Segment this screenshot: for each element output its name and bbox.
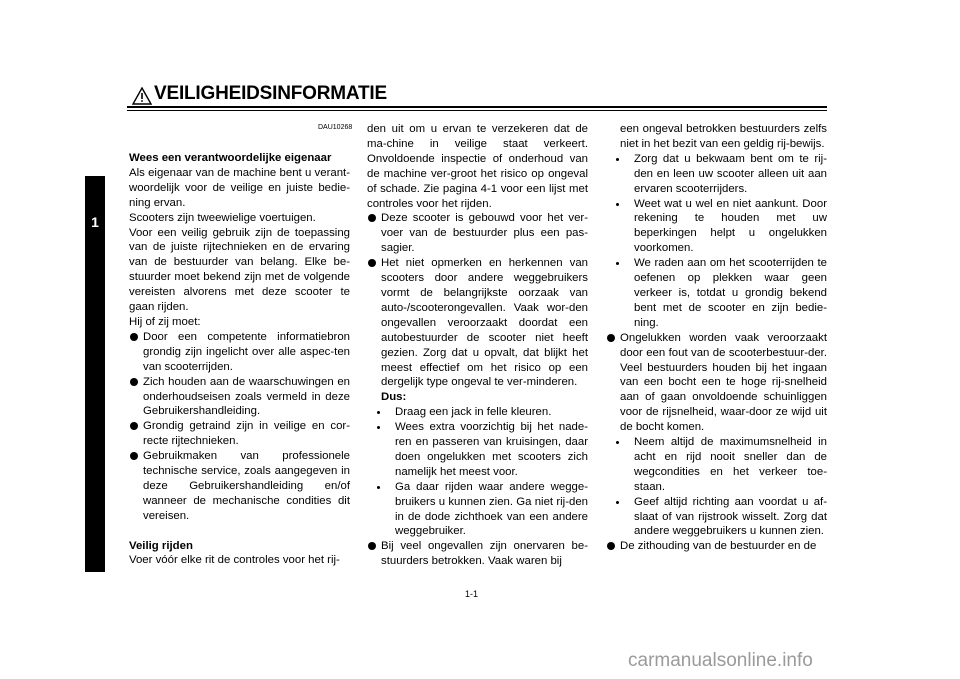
sub-bullet-item: Zorg dat u bekwaam bent om te rij-den en leen uw scooter alleen uit aan ervaren scooterrijders.: [606, 152, 827, 197]
column-1: [129, 151, 350, 568]
chapter-number: 1: [91, 214, 99, 230]
sub-bullet-item: Ga daar rijden waar andere wegge-bruikers u kunnen zien. Ga niet rij-den in de dode zichthoek van een andere weggebruiker.: [367, 480, 588, 540]
subheading-dus: Dus:: [381, 391, 407, 404]
chapter-tab: [85, 176, 105, 572]
paragraph: den uit om u ervan te verzekeren dat de ma-chine in veilige staat verkeert. Onvoldoende inspectie of onderhoud van de machine ver-groot het risico op ongeval of schade. Zie pagina 4-1 voor een lijst met controles voor het rijden.: [367, 123, 588, 210]
sub-bullet-dot-icon: [377, 411, 380, 414]
bullet-item: Het niet opmerken en herkennen van scooters door andere weggebruikers vormt de belangrijkste oorzaak van auto-/scooterongevallen. Vaak wor-den ongevallen veroorzaakt doordat een autobestuurder de scooter niet heeft gezien. Zorg dat u opvalt, dat blijkt het meest effectief om het risico op een dergelijk type ongeval te ver-minderen.: [367, 256, 588, 390]
paragraph: Scooters zijn tweewielige voertuigen.: [129, 211, 316, 224]
paragraph: een ongeval betrokken bestuurders zelfs niet in het bezit van een geldig rij-bewijs.: [620, 123, 827, 150]
paragraph: Als eigenaar van de machine bent u verant-woordelijk voor de veilige en juiste bedie-ning ervan.: [129, 166, 350, 209]
bullet-dot-icon: [130, 378, 138, 386]
warning-triangle-icon: [132, 87, 152, 105]
bullet-dot-icon: [368, 214, 376, 222]
sub-bullet-item: We raden aan om het scooterrijden te oefenen op plekken waar geen verkeer is, totdat u grondig bekend bent met de scooter en zijn bedie-ning.: [606, 256, 827, 331]
page-number: 1-1: [465, 589, 479, 599]
doc-code: DAU10268: [318, 124, 353, 131]
page-header: [127, 82, 827, 112]
column-3: [606, 122, 827, 554]
sub-bullet-item: Weet wat u wel en niet aankunt. Door rekening te houden met uw beperkingen helpt u ongelukken voorkomen.: [606, 197, 827, 257]
paragraph: Hij of zij moet:: [129, 315, 201, 328]
sub-bullet-item: Draag een jack in felle kleuren.: [367, 405, 588, 420]
sub-bullet-item: Geef altijd richting aan voordat u af-slaat of van rijstrook wisselt. Zorg dat andere weggebruikers u kunnen zien.: [606, 495, 827, 540]
bullet-dot-icon: [368, 542, 376, 550]
sub-bullet-item: Neem altijd de maximumsnelheid in acht en rijd nooit sneller dan de wegcondities en het verkeer toe-staan.: [606, 435, 827, 495]
bullet-item: Grondig getraind zijn in veilige en cor-recte rijtechnieken.: [129, 419, 350, 449]
sub-bullet-dot-icon: [616, 158, 619, 161]
bullet-item: Ongelukken worden vaak veroorzaakt door een fout van de scooterbestuur-der. Veel bestuurders houden bij het ingaan van een bocht een te hoge rij-snelheid aan of gaan onvoldoende schuinliggen voor de rijsnelheid, waar-door ze wijd uit de bocht komen.: [606, 331, 827, 435]
bullet-dot-icon: [130, 422, 138, 430]
bullet-item: Deze scooter is gebouwd voor het ver-voer van de bestuurder plus een pas-sagier.: [367, 211, 588, 256]
section-heading-safe-riding: Veilig rijden: [129, 539, 193, 552]
bullet-dot-icon: [130, 452, 138, 460]
sub-bullet-dot-icon: [616, 262, 619, 265]
sub-bullet-dot-icon: [616, 501, 619, 504]
bullet-item: Zich houden aan de waarschuwingen en onderhoudseisen zoals vermeld in deze Gebruikershandleiding.: [129, 375, 350, 420]
bullet-item: Bij veel ongevallen zijn onervaren be-stuurders betrokken. Vaak waren bij: [367, 539, 588, 569]
paragraph: Voer vóór elke rit de controles voor het rij-: [129, 554, 340, 567]
paragraph: Voor een veilig gebruik zijn de toepassing van de juiste rijtechnieken en de ervaring van de bestuurder van belang. Elke be-stuurder moet bekend zijn met de volgende vereisten alvorens met deze scooter te gaan rijden.: [129, 226, 350, 314]
sub-bullet-dot-icon: [377, 486, 380, 489]
bullet-item: De zithouding van de bestuurder en de: [606, 539, 827, 554]
sub-bullet-dot-icon: [616, 203, 619, 206]
bullet-dot-icon: [130, 333, 138, 341]
column-2: [367, 122, 588, 569]
bullet-dot-icon: [368, 259, 376, 267]
bullet-dot-icon: [607, 542, 615, 550]
header-rule-thin: [127, 110, 827, 111]
sub-bullet-dot-icon: [377, 426, 380, 429]
sub-bullet-item: Wees extra voorzichtig bij het nade-ren en passeren van kruisingen, daar doen ongelukken met scooters zich namelijk het meest voor.: [367, 420, 588, 480]
page-title: VEILIGHEIDSINFORMATIE: [154, 83, 387, 104]
bullet-item: Gebruikmaken van professionele technische service, zoals aangegeven in deze Gebruikershandleiding en/of wanneer de mechanische condities dit vereisen.: [129, 449, 350, 524]
watermark: carmanualsonline.info: [628, 650, 813, 671]
header-rule: [127, 106, 827, 108]
bullet-item: Door een competente informatiebron grondig zijn ingelicht over alle aspec-ten van scooterrijden.: [129, 330, 350, 375]
sub-bullet-dot-icon: [616, 441, 619, 444]
section-heading-owner: Wees een verantwoordelijke eigenaar: [129, 152, 332, 164]
bullet-dot-icon: [607, 334, 615, 342]
